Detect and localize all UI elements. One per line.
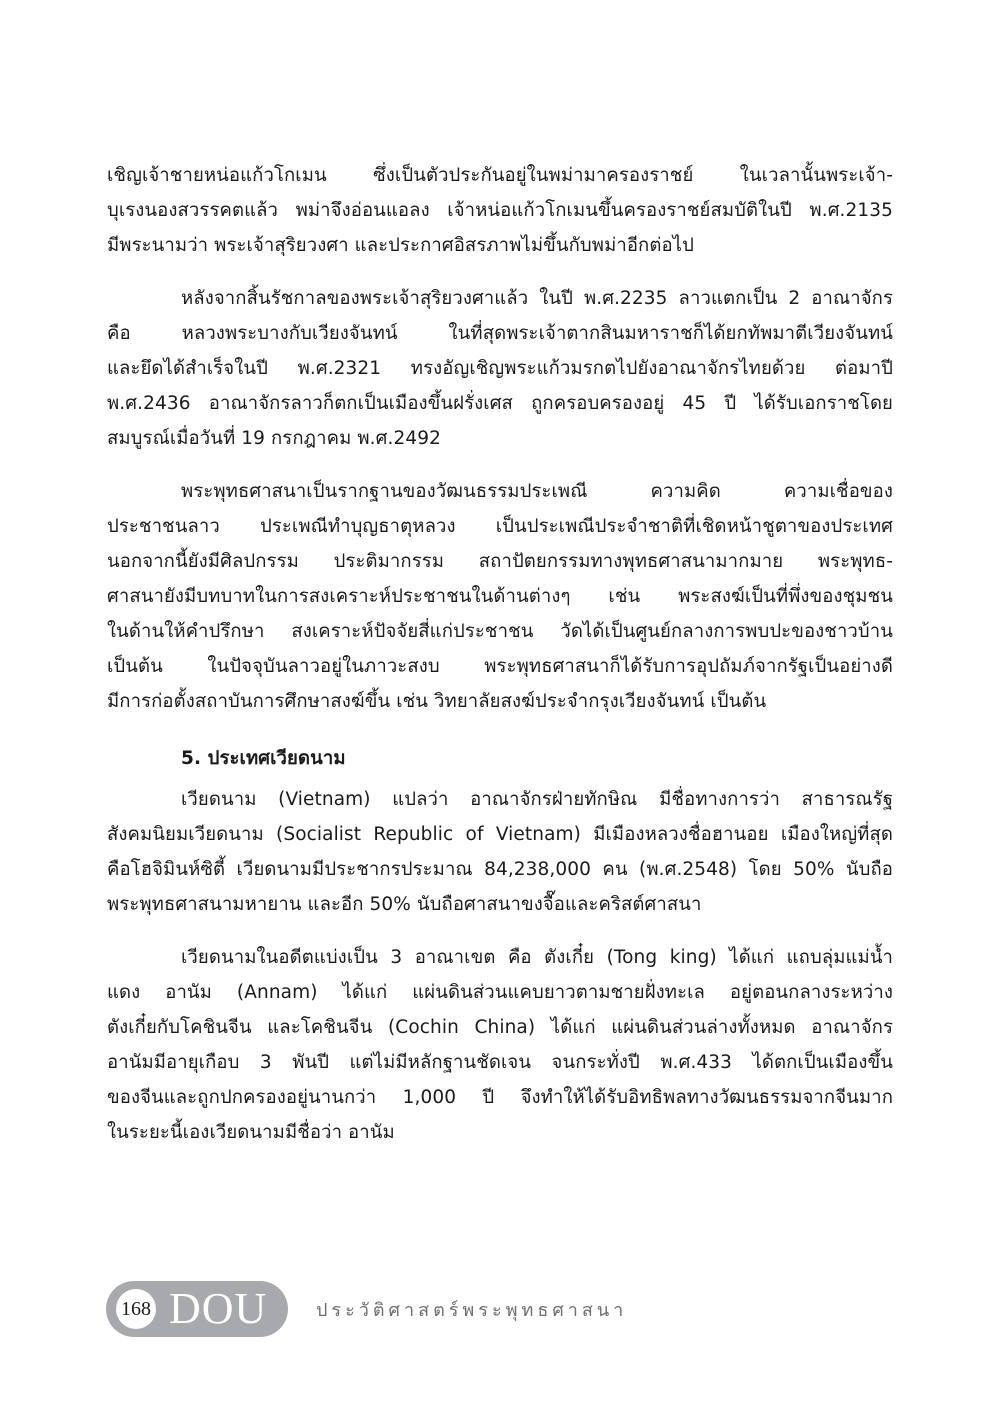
footer-badge [106,1281,288,1337]
paragraph-laos-independence [107,158,893,263]
text-line: ประชาชนลาว ประเพณีทำบุญธาตุหลวง เป็นประเพณีประจำชาติที่เชิดหน้าชูตาของประเทศ [107,516,893,537]
text-line: เชิญเจ้าชายหน่อแก้วโกเมน ซึ่งเป็นตัวประกันอยู่ในพม่ามาครองราชย์ ในเวลานั้นพระเจ้า- [107,165,893,186]
text-line: ในด้านให้คำปรึกษา สงเคราะห์ปัจจัยสี่แก่ประชาชน วัดได้เป็นศูนย์กลางการพบปะของชาวบ้าน [107,621,893,642]
paragraph-vietnam-history [107,940,893,1150]
section-heading: 5. ประเทศเวียดนาม [181,748,346,769]
text-line: มีการก่อตั้งสถาบันการศึกษาสงฆ์ขึ้น เช่น วิทยาลัยสงฆ์ประจำกรุงเวียงจันทน์ เป็นต้น [107,691,767,712]
text-line: ในระยะนี้เองเวียดนามมีชื่อว่า อานัม [107,1122,395,1143]
text-line: สังคมนิยมเวียดนาม (Socialist Republic of Vietnam) มีเมืองหลวงชื่อฮานอย เมืองใหญ่ที่สุด [107,824,893,845]
text-line: ศาสนายังมีบทบาทในการสงเคราะห์ประชาชนในด้านต่างๆ เช่น พระสงฆ์เป็นที่พึ่งของชุมชน [107,586,893,607]
paragraph-laos-division [107,281,893,456]
text-line: ตังเกี๋ยกับโคชินจีน และโคชินจีน (Cochin China) ได้แก่ แผ่นดินส่วนล่างทั้งหมด อาณาจักร [107,1017,893,1038]
text-line: คือโฮจิมินห์ซิตี้ เวียดนามมีประชากรประมาณ 84,238,000 คน (พ.ศ.2548) โดย 50% นับถือ [107,859,893,880]
text-line: แดง อานัม (Annam) ได้แก่ แผ่นดินส่วนแคบยาวตามชายฝั่งทะเล อยู่ตอนกลางระหว่าง [107,982,893,1003]
text-line: เป็นต้น ในปัจจุบันลาวอยู่ในภาวะสงบ พระพุทธศาสนาก็ได้รับการอุปถัมภ์จากรัฐเป็นอย่างดี [107,656,893,677]
paragraph-laos-buddhism [107,474,893,719]
text-line: เวียดนาม (Vietnam) แปลว่า อาณาจักรฝ่ายทักษิณ มีชื่อทางการว่า สาธารณรัฐ [181,789,893,810]
text-line: คือ หลวงพระบางกับเวียงจันทน์ ในที่สุดพระเจ้าตากสินมหาราชก็ได้ยกทัพมาตีเวียงจันทน์ [107,323,893,344]
dou-logo: DOU [169,1284,268,1333]
text-line: และยึดได้สำเร็จในปี พ.ศ.2321 ทรงอัญเชิญพระแก้วมรกตไปยังอาณาจักรไทยด้วย ต่อมาปี [107,358,893,379]
text-line: อานัมมีอายุเกือบ 3 พันปี แต่ไม่มีหลักฐานชัดเจน จนกระทั่งปี พ.ศ.433 ได้ตกเป็นเมืองขึ้น [107,1052,893,1073]
text-line: พระพุทธศาสนามหายาน และอีก 50% นับถือศาสนาขงจื๊อและคริสต์ศาสนา [107,894,702,915]
text-line: สมบูรณ์เมื่อวันที่ 19 กรกฎาคม พ.ศ.2492 [107,428,441,449]
text-line: นอกจากนี้ยังมีศิลปกรรม ประติมากรรม สถาปัตยกรรมทางพุทธศาสนามากมาย พระพุทธ- [107,551,893,572]
text-line: มีพระนามว่า พระเจ้าสุริยวงศา และประกาศอิสรภาพไม่ขึ้นกับพม่าอีกต่อไป [107,235,694,256]
page-number: 168 [116,1289,156,1329]
paragraph-vietnam-overview [107,782,893,922]
text-line: เวียดนามในอดีตแบ่งเป็น 3 อาณาเขต คือ ตังเกี๋ย (Tong king) ได้แก่ แถบลุ่มแม่น้ำ [181,947,893,968]
text-line: พ.ศ.2436 อาณาจักรลาวก็ตกเป็นเมืองขึ้นฝรั่งเศส ถูกครอบครองอยู่ 45 ปี ได้รับเอกราชโดย [107,393,893,414]
text-line: ของจีนและถูกปกครองอยู่นานกว่า 1,000 ปี จึงทำให้ได้รับอิทธิพลทางวัฒนธรรมจากจีนมาก [107,1087,893,1108]
page-footer [106,1281,627,1337]
body-text [107,158,893,1150]
text-line: หลังจากสิ้นรัชกาลของพระเจ้าสุริยวงศาแล้ว ในปี พ.ศ.2235 ลาวแตกเป็น 2 อาณาจักร [181,288,893,309]
book-title: ประวัติศาสตร์พระพุทธศาสนา [316,1299,628,1321]
text-line: บุเรงนองสวรรคตแล้ว พม่าจึงอ่อนแอลง เจ้าหน่อแก้วโกเมนขึ้นครองราชย์สมบัติในปี พ.ศ.2135 [107,200,893,221]
text-line: พระพุทธศาสนาเป็นรากฐานของวัฒนธรรมประเพณี ความคิด ความเชื่อของ [181,481,893,502]
